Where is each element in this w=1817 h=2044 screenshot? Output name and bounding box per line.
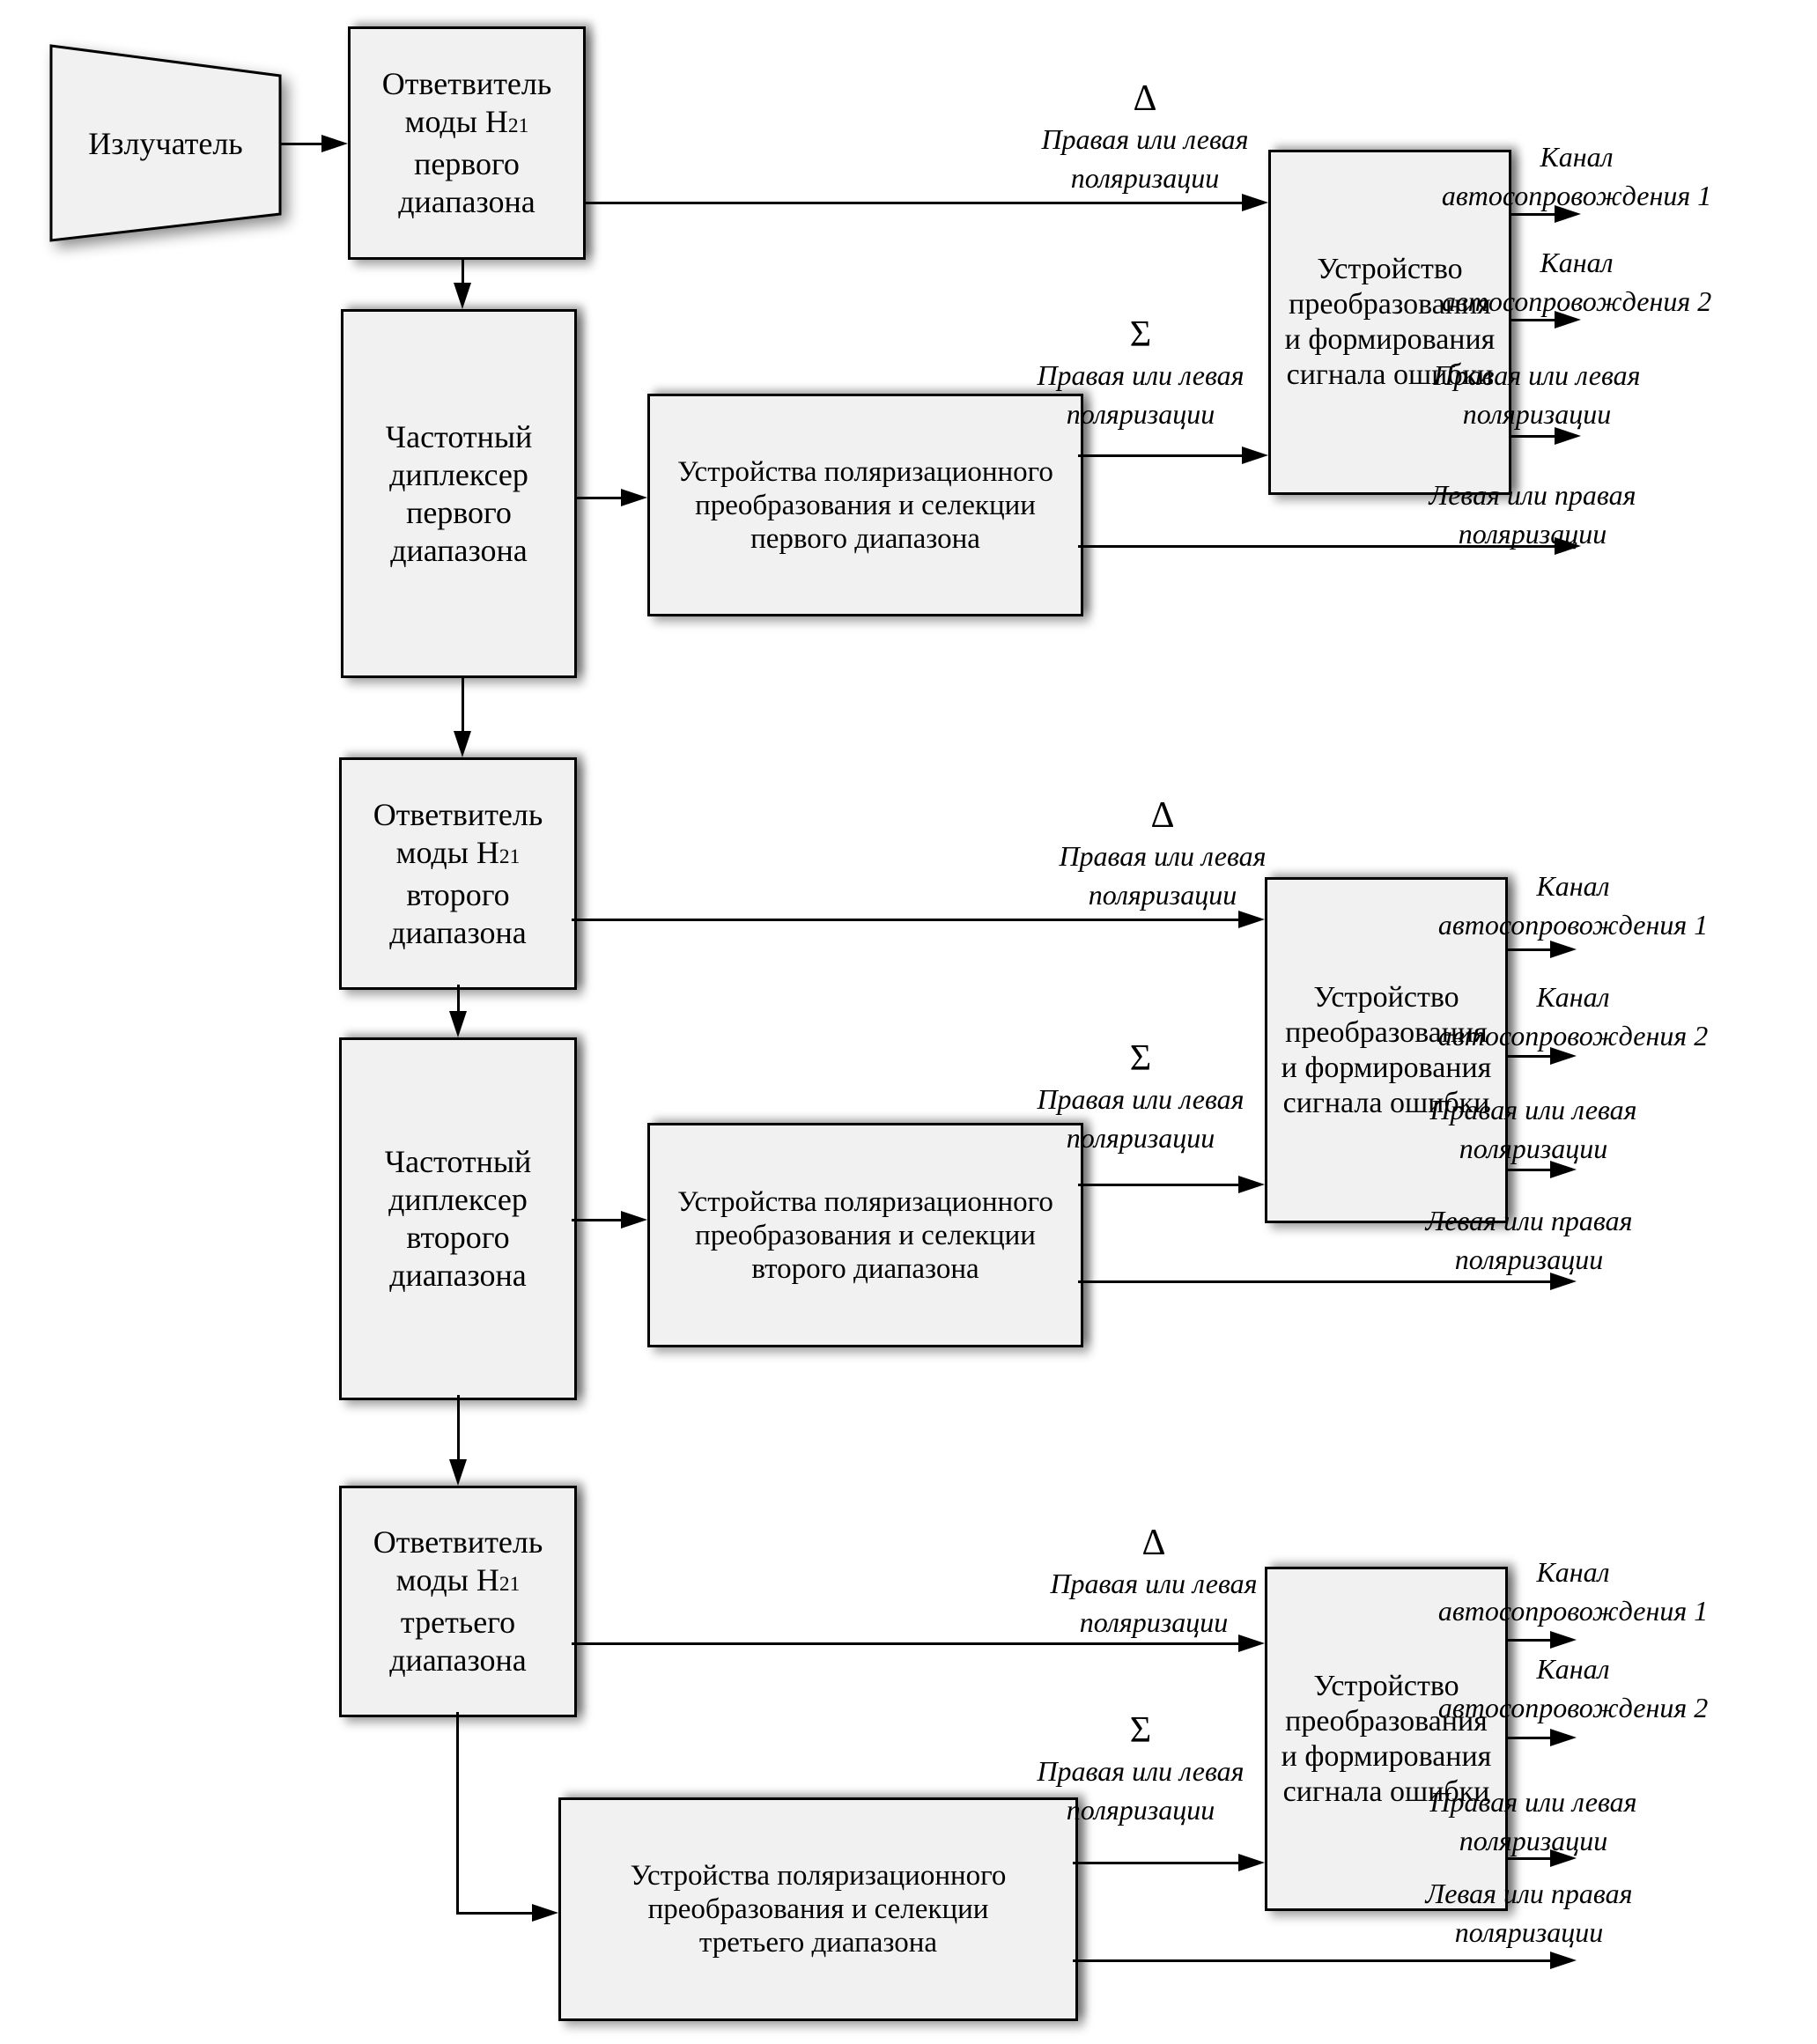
output-channel2-label-2: Канал автосопровождения 2 (1437, 981, 1709, 1052)
output-channel2-label-3: Канал автосопровождения 2 (1437, 1653, 1709, 1723)
arrowhead (454, 283, 471, 309)
error-unit-line: сигнала ошибки (1282, 1775, 1490, 1808)
arrow-coupler2-to-error-unit2-delta (572, 919, 1238, 921)
arrow-error-unit2-output3 (1505, 1169, 1550, 1171)
output-channel1-label-3: Канал автосопровождения 1 (1437, 1556, 1709, 1627)
output-polar-right-label-3: Правая или левая поляризации (1429, 1786, 1637, 1856)
output-channel1-label-1: Канал автосопровождения 1 (1441, 141, 1712, 211)
error-unit-line: и формирования (1284, 323, 1496, 356)
error-unit-line: и формирования (1281, 1051, 1492, 1084)
output-polar-left-label-3: Левая или правая поляризации (1425, 1878, 1633, 1948)
arrowhead (1550, 1631, 1577, 1649)
devices-line: преобразования и селекции (695, 489, 1036, 521)
arrow-diplexer1-to-devices1 (577, 497, 621, 499)
arrowhead (454, 731, 471, 757)
coupler-box-3 (339, 1486, 577, 1717)
polarization-devices-box-3 (558, 1797, 1078, 2021)
arrow-diplexer2-to-coupler3 (457, 1395, 460, 1461)
arrow-coupler1-to-error-unit1-delta (586, 202, 1242, 204)
sigma-symbol: Σ (1129, 314, 1152, 355)
diplexer-line: диапазона (389, 1258, 527, 1293)
devices-line: второго диапазона (751, 1252, 979, 1285)
diplexer-line: Частотный (385, 418, 533, 454)
arrowhead (321, 135, 348, 152)
mode-subscript: 21 (499, 845, 521, 868)
arrowhead (1238, 1176, 1265, 1193)
arrow-diplexer2-to-devices2 (572, 1219, 621, 1221)
delta-label-1: Δ Правая или левая поляризации (995, 77, 1295, 197)
devices-line: Устройства поляризационного (630, 1860, 1007, 1892)
arrow-devices3-bypass-output (1073, 1959, 1550, 1962)
arrow-devices1-to-error-unit1-sigma (1078, 454, 1242, 457)
devices-line: преобразования и селекции (647, 1893, 989, 1925)
delta-label-2: Δ Правая или левая поляризации (1013, 794, 1312, 914)
error-unit-line: преобразования (1285, 1704, 1488, 1738)
coupler-line: первого (414, 146, 520, 181)
coupler-box-1 (348, 26, 586, 260)
arrowhead (532, 1904, 558, 1922)
arrow-error-unit3-output2 (1505, 1737, 1550, 1739)
diplexer-line: первого (406, 494, 512, 530)
diplexer-line: второго (406, 1220, 510, 1255)
arrowhead (621, 489, 647, 506)
arrowhead (1550, 1729, 1577, 1746)
coupler-line: моды H21 (395, 1562, 521, 1598)
output-channel1-label-2: Канал автосопровождения 1 (1437, 870, 1709, 941)
error-unit-line: Устройство (1313, 980, 1459, 1014)
coupler-line: диапазона (389, 914, 527, 950)
arrowhead (449, 1459, 467, 1486)
arrowhead (1242, 446, 1268, 464)
coupler-line: Ответвитель (373, 796, 543, 832)
sigma-label-3: Σ Правая или левая поляризации (991, 1709, 1290, 1829)
error-unit-line: и формирования (1281, 1739, 1492, 1773)
diplexer-line: диплексер (389, 456, 528, 492)
delta-label-3: Δ Правая или левая поляризации (1004, 1522, 1304, 1642)
arrowhead (621, 1211, 647, 1229)
output-polar-right-label-2: Правая или левая поляризации (1429, 1094, 1637, 1164)
devices-line: Устройства поляризационного (677, 455, 1053, 488)
sigma-symbol: Σ (1129, 1038, 1152, 1079)
line-coupler3-elbow-to-devices3 (456, 1912, 532, 1915)
arrow-coupler1-to-diplexer1 (462, 260, 464, 284)
devices-line: преобразования и селекции (695, 1219, 1036, 1251)
arrow-error-unit2-output2 (1505, 1055, 1550, 1058)
arrow-coupler3-to-error-unit3-delta (572, 1642, 1238, 1645)
line-coupler3-down (456, 1712, 459, 1913)
delta-symbol: Δ (1133, 78, 1157, 119)
output-polar-left-label-2: Левая или правая поляризации (1425, 1205, 1633, 1275)
diplexer-line: диплексер (388, 1182, 528, 1217)
output-polar-left-label-1: Левая или правая поляризации (1429, 479, 1636, 550)
arrow-devices2-to-error-unit2-sigma (1078, 1184, 1238, 1186)
diplexer-box-2 (339, 1037, 577, 1400)
arrow-error-unit1-output3 (1509, 435, 1555, 438)
devices-line: первого диапазона (750, 522, 980, 555)
arrow-error-unit3-output1 (1505, 1639, 1550, 1642)
devices-line: Устройства поляризационного (677, 1185, 1053, 1218)
delta-symbol: Δ (1141, 1523, 1166, 1563)
coupler-line: второго (406, 876, 510, 912)
sigma-label-1: Σ Правая или левая поляризации (991, 314, 1290, 433)
error-unit-line: преобразования (1289, 288, 1491, 321)
arrowhead (1238, 1854, 1265, 1871)
error-unit-line: Устройство (1313, 1669, 1459, 1702)
coupler-line: моды H21 (404, 104, 529, 139)
error-unit-line: сигнала ошибки (1282, 1086, 1490, 1119)
error-unit-line: Устройство (1317, 253, 1463, 285)
arrowhead (449, 1011, 467, 1037)
emitter-label: Излучатель (88, 125, 243, 161)
diplexer-line: диапазона (390, 532, 528, 568)
coupler-line: диапазона (389, 1642, 527, 1678)
coupler-line: диапазона (398, 184, 535, 219)
arrow-error-unit2-output1 (1505, 948, 1550, 951)
sigma-label-2: Σ Правая или левая поляризации (991, 1037, 1290, 1157)
diplexer-box-1 (341, 309, 577, 678)
mode-subscript: 21 (499, 1573, 521, 1596)
output-polar-right-label-1: Правая или левая поляризации (1433, 359, 1641, 430)
sigma-symbol: Σ (1129, 1710, 1152, 1751)
error-unit-line: преобразования (1285, 1015, 1488, 1049)
diplexer-line: Частотный (384, 1144, 532, 1179)
arrow-devices3-to-error-unit3-sigma (1073, 1862, 1238, 1864)
error-unit-line: сигнала ошибки (1286, 358, 1494, 391)
arrow-emitter-to-coupler1 (280, 143, 323, 145)
coupler-line: Ответвитель (373, 1524, 543, 1560)
devices-line: третьего диапазона (698, 1927, 938, 1959)
arrow-devices2-bypass-output (1078, 1280, 1550, 1283)
arrowhead (1550, 1952, 1577, 1969)
arrow-coupler2-to-diplexer2 (457, 985, 460, 1015)
arrow-diplexer1-to-coupler2 (462, 678, 464, 733)
mode-subscript: 21 (507, 114, 529, 137)
coupler-box-2 (339, 757, 577, 990)
coupler-line: Ответвитель (381, 66, 552, 101)
delta-symbol: Δ (1150, 795, 1175, 836)
output-channel2-label-1: Канал автосопровождения 2 (1441, 247, 1712, 317)
coupler-line: третьего (400, 1605, 516, 1640)
coupler-line: моды H21 (395, 834, 521, 870)
